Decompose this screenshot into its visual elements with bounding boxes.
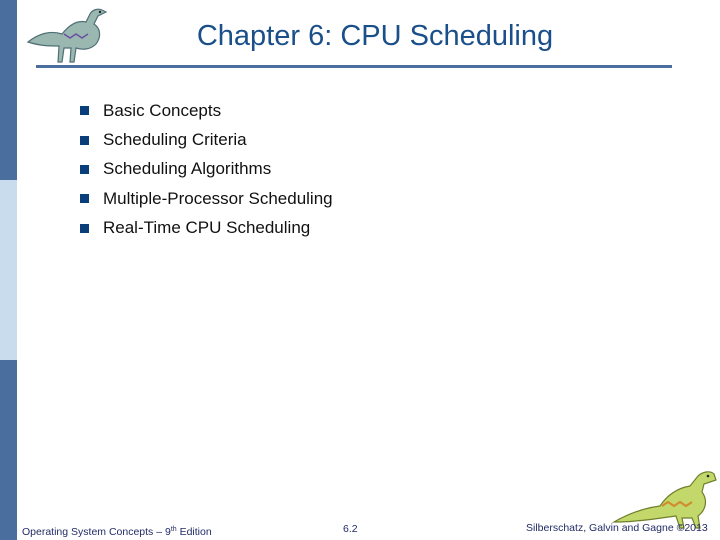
band-segment-middle bbox=[0, 180, 17, 360]
footer-page-number: 6.2 bbox=[343, 523, 358, 535]
bullet-item bbox=[80, 155, 333, 184]
dinosaur-icon bbox=[24, 4, 112, 68]
square-bullet-icon bbox=[80, 106, 89, 115]
band-segment-top bbox=[0, 0, 17, 180]
bullet-text: Real-Time CPU Scheduling bbox=[103, 218, 311, 238]
bullet-item bbox=[80, 125, 333, 154]
bullet-item bbox=[80, 214, 333, 243]
footer-book-title: Operating System Concepts – 9th Edition bbox=[22, 526, 212, 538]
square-bullet-icon bbox=[80, 224, 89, 233]
bullet-item bbox=[80, 96, 333, 125]
title-underline bbox=[36, 65, 672, 68]
bullet-text: Basic Concepts bbox=[103, 100, 222, 120]
bullet-list bbox=[80, 96, 333, 243]
square-bullet-icon bbox=[80, 194, 89, 203]
bullet-text: Scheduling Algorithms bbox=[103, 159, 272, 179]
footer-copyright: Silberschatz, Galvin and Gagne ©2013 bbox=[526, 522, 708, 534]
bullet-text: Scheduling Criteria bbox=[103, 130, 247, 150]
band-segment-bottom bbox=[0, 360, 17, 540]
bullet-text: Multiple-Processor Scheduling bbox=[103, 188, 333, 208]
square-bullet-icon bbox=[80, 136, 89, 145]
dinosaur-icon bbox=[608, 462, 720, 530]
square-bullet-icon bbox=[80, 165, 89, 174]
slide-title: Chapter 6: CPU Scheduling bbox=[196, 20, 554, 52]
left-decorative-band bbox=[0, 0, 17, 540]
bullet-item bbox=[80, 184, 333, 213]
